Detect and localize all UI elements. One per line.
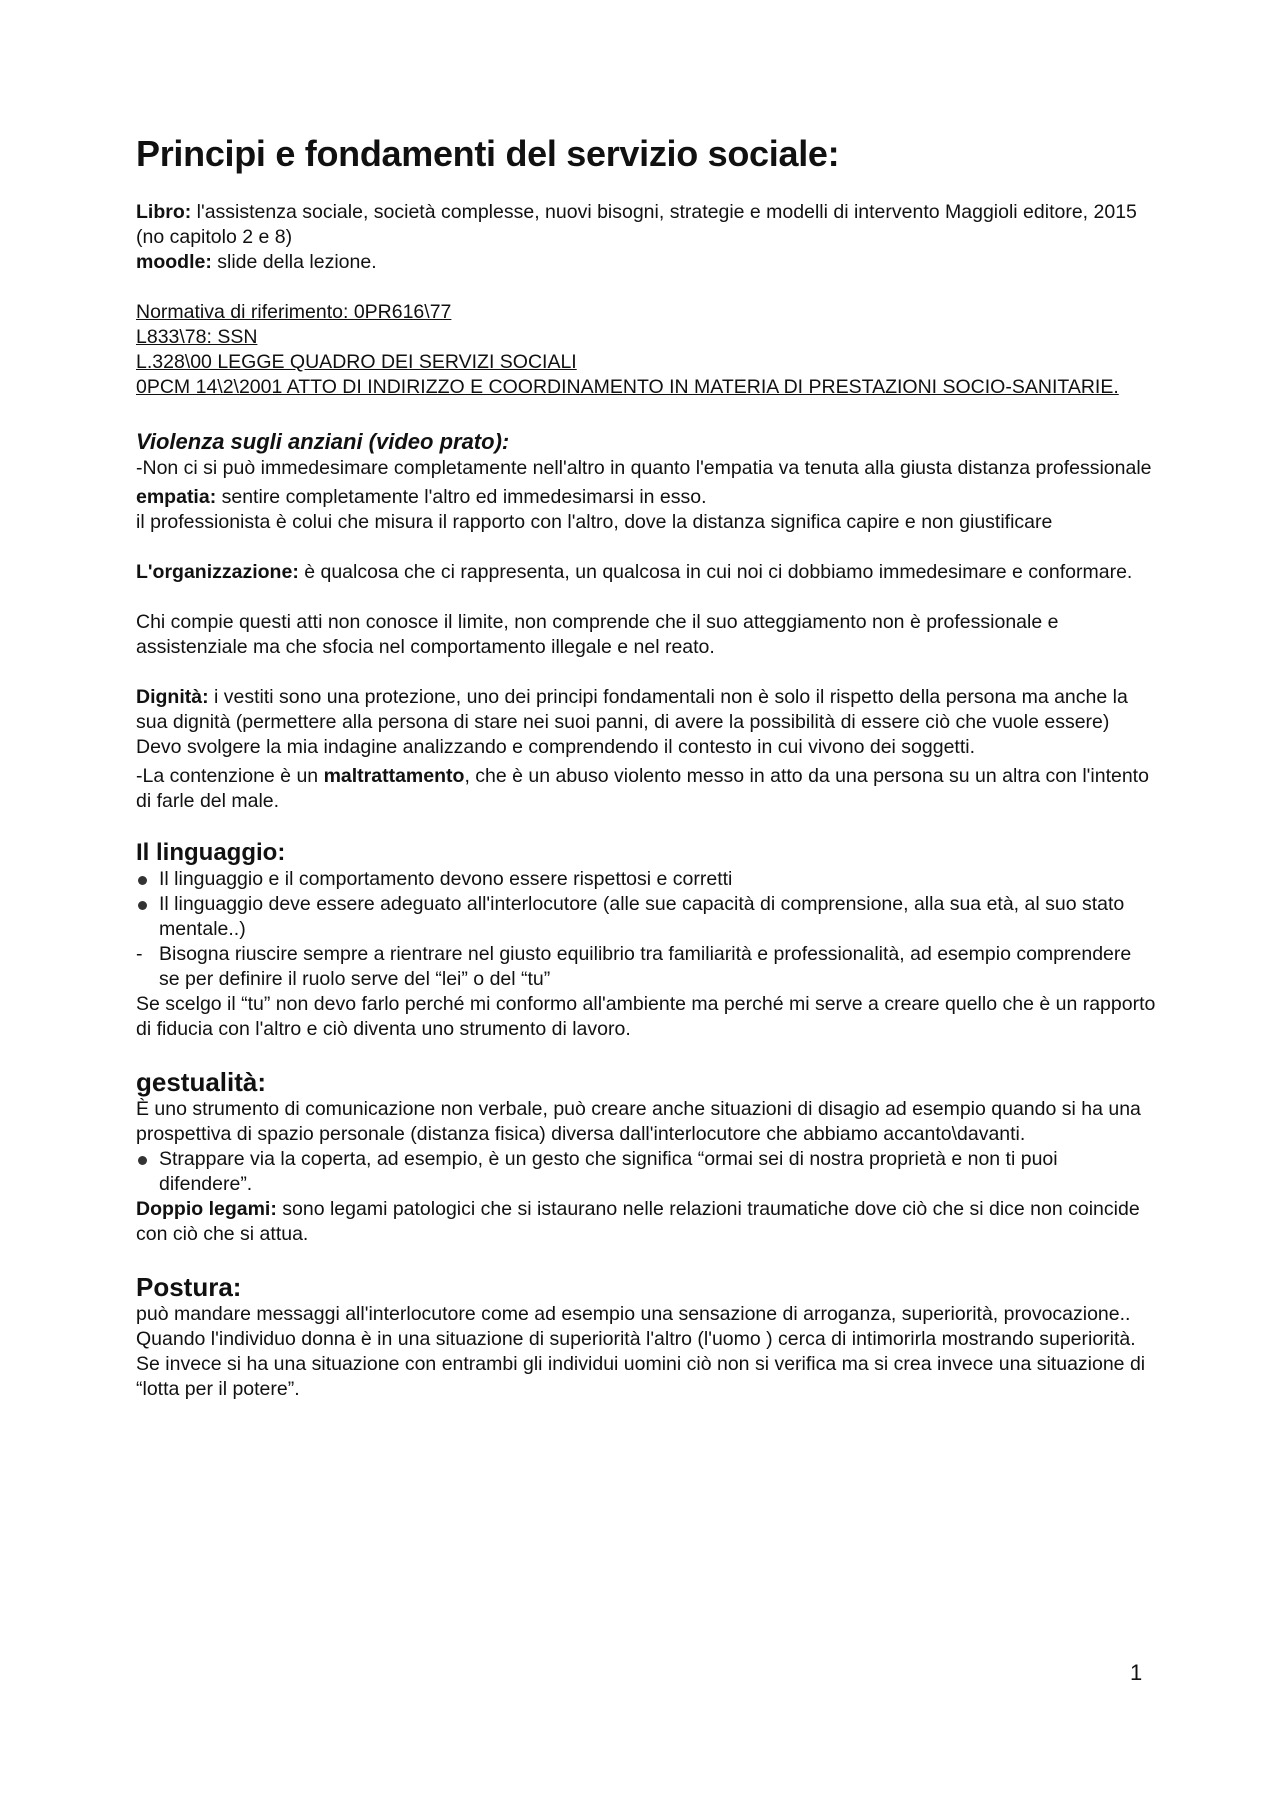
organizzazione-label: L'organizzazione: bbox=[136, 561, 299, 583]
list-item bbox=[136, 942, 1156, 992]
list-item bbox=[136, 867, 1156, 892]
empatia-label: empatia: bbox=[136, 486, 217, 508]
indagine-text: Devo svolgere la mia indagine analizzando e comprendendo il contesto in cui vivono dei soggetti. bbox=[136, 736, 976, 758]
list-item bbox=[136, 892, 1156, 942]
linguaggio-closing: Se scelgo il “tu” non devo farlo perché mi conformo all'ambiente ma perché mi serve a creare quello che è un rapporto di fiducia con l'altro e ciò diventa uno strumento di lavoro. bbox=[136, 993, 1156, 1040]
postura-text: Se invece si ha una situazione con entrambi gli individui uomini ciò non si verifica ma si crea invece una situazione di “lotta per il potere”. bbox=[136, 1353, 1146, 1400]
libro-paragraph bbox=[136, 200, 1156, 250]
dash-marker: - bbox=[136, 943, 143, 965]
moodle-label: moodle: bbox=[136, 251, 212, 273]
section-heading-linguaggio: Il linguaggio: bbox=[136, 839, 286, 866]
normativa-line: L833\78: SSN bbox=[136, 326, 258, 348]
empatia-paragraph bbox=[136, 485, 1156, 510]
list-item bbox=[136, 1147, 1156, 1197]
moodle-text: slide della lezione. bbox=[211, 251, 377, 273]
list-item-text: Il linguaggio deve essere adeguato all'interlocutore (alle sue capacità di comprensione, alla sua età, al suo stato mentale..) bbox=[159, 893, 1125, 940]
normativa-line: L.328\00 LEGGE QUADRO DEI SERVIZI SOCIALI bbox=[136, 351, 577, 373]
dignita-label: Dignità: bbox=[136, 686, 209, 708]
section-heading-gestualita: gestualità: bbox=[136, 1067, 267, 1097]
gestualita-text: È uno strumento di comunicazione non verbale, può creare anche situazioni di disagio ad esempio quando si ha una prospettiva di spazio personale (distanza fisica) diversa dall'interlocutore che abbiamo accanto\davanti. bbox=[136, 1098, 1141, 1145]
atti-paragraph: Chi compie questi atti non conosce il limite, non comprende che il suo atteggiamento non è professionale e assistenziale ma che sfocia nel comportamento illegale e nel reato. bbox=[136, 611, 1059, 658]
dignita-paragraph bbox=[136, 685, 1156, 735]
doppio-legami-label: Doppio legami: bbox=[136, 1198, 277, 1220]
doppio-legami-text: sono legami patologici che si istaurano nelle relazioni traumatiche dove ciò che si dice non coincide con ciò che si attua. bbox=[136, 1198, 1140, 1245]
empatia-text: sentire completamente l'altro ed immedesimarsi in esso. bbox=[216, 486, 707, 508]
page-title: Principi e fondamenti del servizio sociale: bbox=[136, 133, 840, 174]
normativa-line: 0PCM 14\2\2001 ATTO DI INDIRIZZO E COORDINAMENTO IN MATERIA DI PRESTAZIONI SOCIO-SANITARIE. bbox=[136, 376, 1119, 398]
moodle-paragraph bbox=[136, 250, 1156, 275]
normativa-line: Normativa di riferimento: 0PR616\77 bbox=[136, 301, 452, 323]
list-item-text: Bisogna riuscire sempre a rientrare nel giusto equilibrio tra familiarità e professionalità, ad esempio comprendere se per definire il ruolo serve del “lei” o del “tu” bbox=[159, 943, 1132, 990]
organizzazione-text: è qualcosa che ci rappresenta, un qualcosa in cui noi ci dobbiamo immedesimare e conformare. bbox=[298, 561, 1133, 583]
page-content bbox=[136, 134, 1156, 1402]
bullet-icon bbox=[136, 892, 156, 917]
list-item-text: Strappare via la coperta, ad esempio, è un gesto che significa “ormai sei di nostra proprietà e non ti puoi difendere”. bbox=[159, 1148, 1058, 1195]
contenzione-text-post: , che è un abuso violento messo in atto da una persona su un altra con l'intento di farle del male. bbox=[136, 765, 1149, 812]
section-heading-violenza: Violenza sugli anziani (video prato): bbox=[136, 429, 510, 454]
doppio-legami-paragraph bbox=[136, 1197, 1156, 1247]
professionista-text: il professionista è colui che misura il rapporto con l'altro, dove la distanza significa capire e non giustificare bbox=[136, 511, 1053, 533]
contenzione-text-pre: -La contenzione è un bbox=[136, 765, 324, 787]
list-item-text: Il linguaggio e il comportamento devono essere rispettosi e corretti bbox=[159, 868, 733, 890]
maltrattamento-term: maltrattamento bbox=[323, 765, 465, 787]
violenza-text: -Non ci si può immedesimare completamente nell'altro in quanto l'empatia va tenuta alla giusta distanza professionale bbox=[136, 457, 1152, 479]
bullet-icon bbox=[136, 1147, 156, 1172]
dignita-text: i vestiti sono una protezione, uno dei principi fondamentali non è solo il rispetto della persona ma anche la sua dignità (permettere alla persona di stare nei suoi panni, di avere la possibilità di essere ciò che vuole essere) bbox=[136, 686, 1128, 733]
organizzazione-paragraph bbox=[136, 560, 1156, 585]
page-number: 1 bbox=[1130, 1660, 1143, 1685]
libro-text: l'assistenza sociale, società complesse, nuovi bisogni, strategie e modelli di intervento Maggioli editore, 2015 (no capitolo 2 e 8) bbox=[136, 201, 1137, 248]
libro-label: Libro: bbox=[136, 201, 192, 223]
bullet-icon bbox=[136, 867, 156, 892]
contenzione-paragraph bbox=[136, 764, 1156, 814]
postura-text: può mandare messaggi all'interlocutore come ad esempio una sensazione di arroganza, superiorità, provocazione.. bbox=[136, 1303, 1131, 1325]
postura-text: Quando l'individuo donna è in una situazione di superiorità l'altro (l'uomo ) cerca di intimorirla mostrando superiorità. bbox=[136, 1328, 1136, 1350]
section-heading-postura: Postura: bbox=[136, 1272, 242, 1302]
